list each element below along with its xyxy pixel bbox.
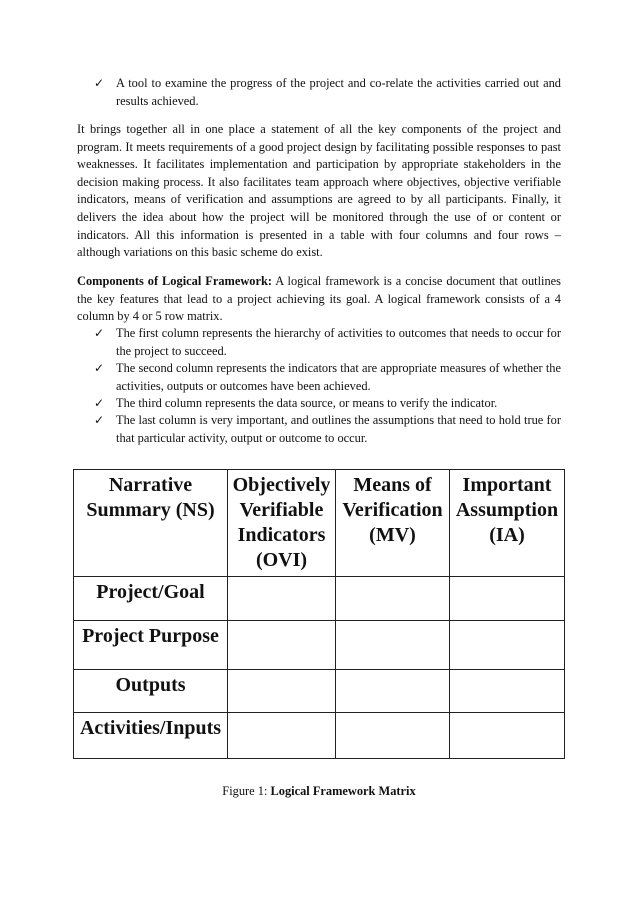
header-means-of-verification: Means of Verification (MV) bbox=[336, 470, 450, 577]
table-cell bbox=[450, 621, 565, 670]
table-cell bbox=[450, 713, 565, 759]
component-bullet-2 bbox=[94, 360, 561, 395]
table-cell bbox=[450, 577, 565, 621]
table-header-row bbox=[74, 470, 565, 577]
logframe-matrix bbox=[73, 469, 565, 759]
component-bullet-text: The first column represents the hierarchy of activities to outcomes that needs to occur for the project to succeed. bbox=[116, 326, 561, 358]
component-bullet-text: The second column represents the indicators that are appropriate measures of whether the activities, outputs or outcomes have been achieved. bbox=[116, 361, 561, 393]
check-icon: ✓ bbox=[94, 76, 105, 90]
components-paragraph bbox=[77, 273, 561, 326]
component-bullet-text: The last column is very important, and outlines the assumptions that need to hold true for that particular activity, output or outcome to occur. bbox=[116, 413, 561, 445]
header-important-assumption: Important Assumption (IA) bbox=[450, 470, 565, 577]
component-bullet-4 bbox=[94, 412, 561, 447]
header-ovi: Objectively Verifiable Indicators (OVI) bbox=[228, 470, 336, 577]
paragraph-1: It brings together all in one place a statement of all the key components of the project and program. It meets requirements of a good project design by facilitating possible responses to past weaknesses. It facilitates implementation and participation by appropriate stakeholders in the decision making process. It also facilitates team approach where objectives, objective verifiable indicators, means of verification and assumptions are agreed to by all participants. Finally, it delivers the idea about how the project will be monitored through the use of or content or indicators. All this information is presented in a table with four columns and four rows – although variations on this basic scheme do exist. bbox=[77, 122, 561, 260]
table-row bbox=[74, 621, 565, 670]
caption-title: Logical Framework Matrix bbox=[270, 784, 416, 798]
table-cell bbox=[228, 621, 336, 670]
table-cell bbox=[228, 577, 336, 621]
components-text: A logical framework is a concise document that outlines the key features that lead to a project achieving its goal. A logical framework consists of a 4 column by 4 or 5 row matrix. bbox=[77, 274, 561, 324]
table-cell bbox=[336, 621, 450, 670]
table-cell bbox=[228, 670, 336, 713]
table-cell bbox=[336, 577, 450, 621]
table-cell bbox=[336, 670, 450, 713]
table-row bbox=[74, 670, 565, 713]
table-cell bbox=[336, 713, 450, 759]
check-icon: ✓ bbox=[94, 326, 105, 340]
header-narrative-summary: Narrative Summary (NS) bbox=[74, 470, 228, 577]
components-heading: Components of Logical Framework: bbox=[77, 274, 272, 288]
component-bullet-3 bbox=[94, 395, 561, 413]
row-label-project-goal: Project/Goal bbox=[74, 577, 228, 621]
row-label-activities-inputs: Activities/Inputs bbox=[74, 713, 228, 759]
row-label-project-purpose: Project Purpose bbox=[74, 621, 228, 670]
intro-bullet bbox=[94, 75, 561, 110]
component-bullet-text: The third column represents the data source, or means to verify the indicator. bbox=[116, 396, 498, 410]
row-label-outputs: Outputs bbox=[74, 670, 228, 713]
table-cell bbox=[228, 713, 336, 759]
caption-prefix: Figure 1: bbox=[222, 784, 271, 798]
check-icon: ✓ bbox=[94, 361, 105, 375]
check-icon: ✓ bbox=[94, 413, 105, 427]
table-row bbox=[74, 713, 565, 759]
check-icon: ✓ bbox=[94, 396, 105, 410]
component-bullet-1 bbox=[94, 325, 561, 360]
intro-bullet-text: A tool to examine the progress of the project and co-relate the activities carried out and results achieved. bbox=[116, 76, 561, 108]
table-row bbox=[74, 577, 565, 621]
table-cell bbox=[450, 670, 565, 713]
figure-caption bbox=[0, 782, 638, 800]
